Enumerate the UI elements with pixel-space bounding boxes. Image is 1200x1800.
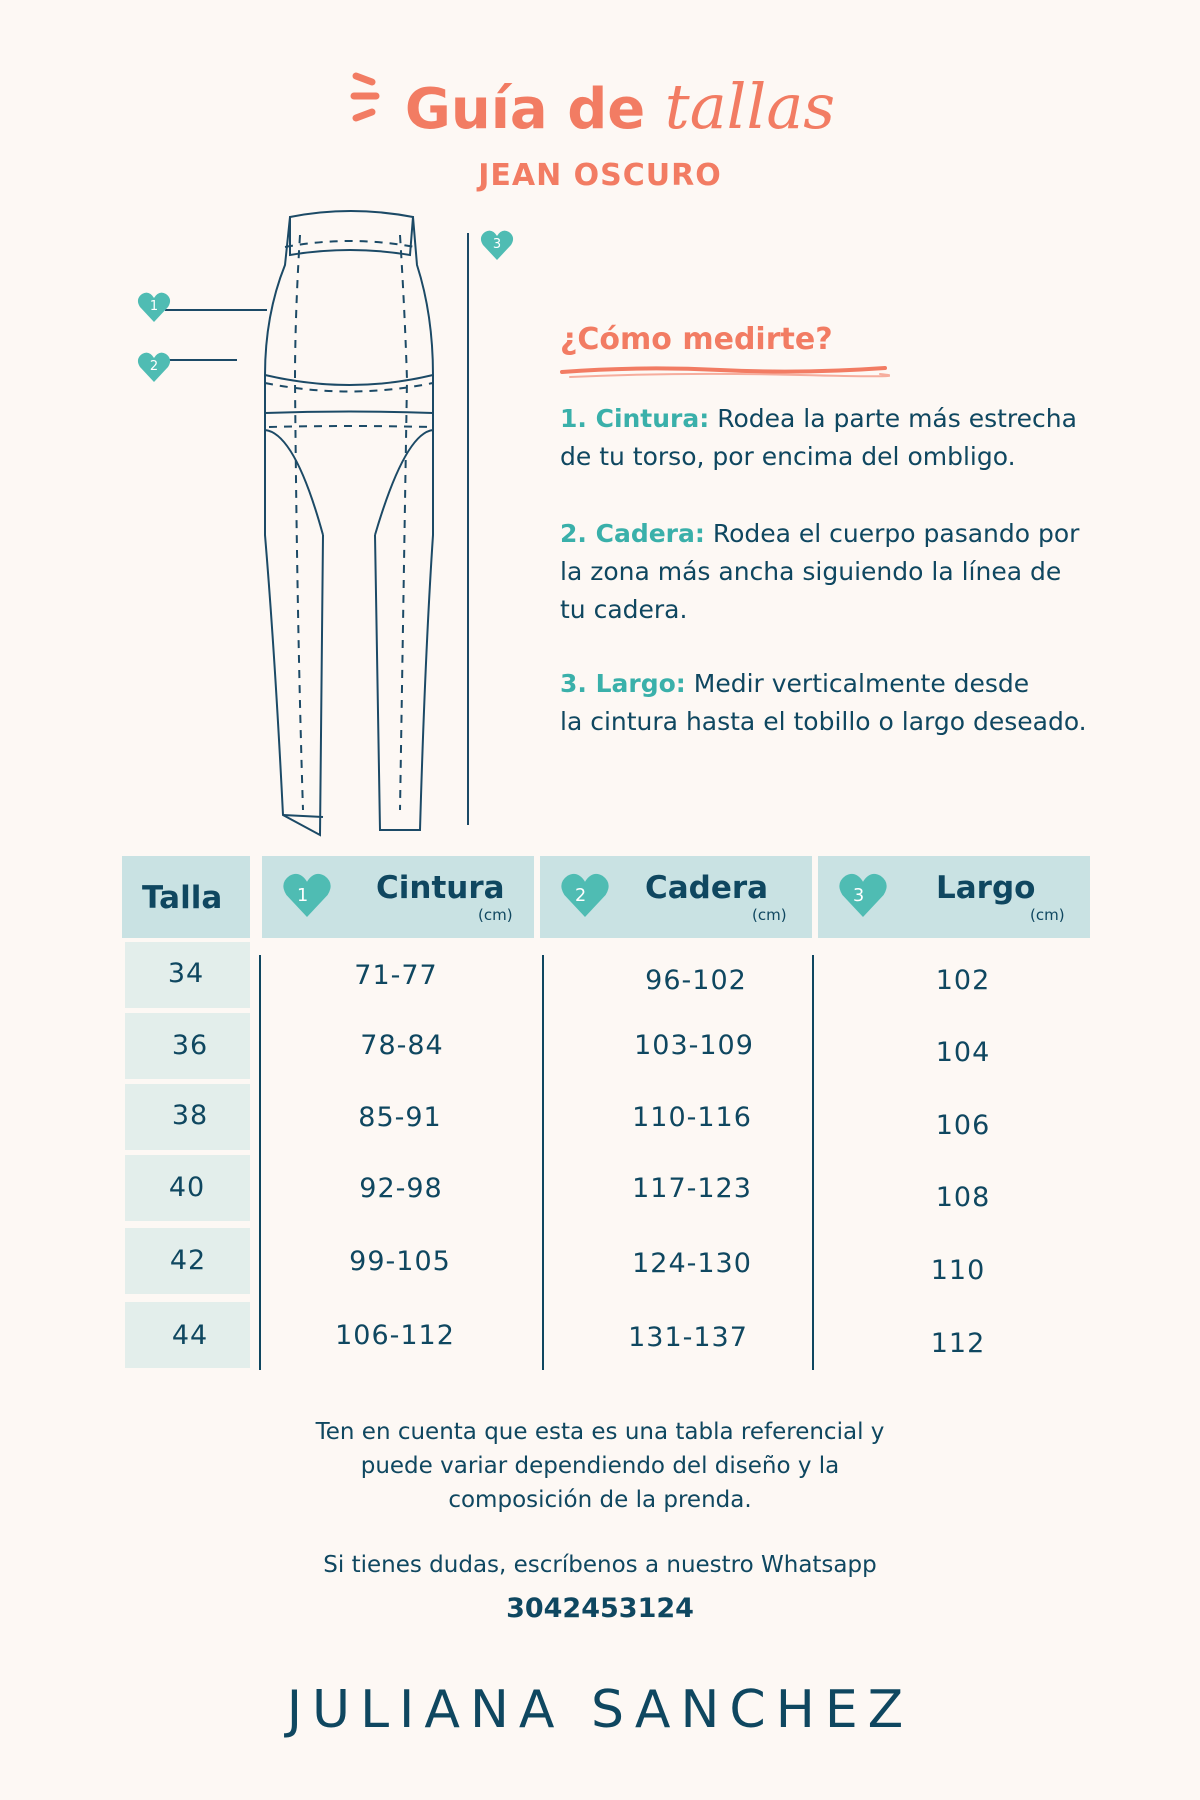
step-cadera-text-3: tu cadera. [560, 595, 688, 624]
cadera-value: 117-123 [632, 1173, 752, 1204]
header-cadera [540, 856, 812, 938]
header-cintura [262, 856, 534, 938]
header-cadera-unit: (cm) [752, 906, 787, 924]
talla-value: 36 [171, 1030, 209, 1061]
largo-value: 108 [935, 1182, 991, 1213]
title-part-b: tallas [664, 70, 836, 143]
cadera-value: 131-137 [628, 1322, 748, 1353]
largo-value: 102 [935, 965, 991, 996]
cadera-value: 124-130 [632, 1248, 752, 1279]
page-title [0, 70, 1200, 143]
step-cintura-label: 1. Cintura: [560, 404, 710, 433]
header-talla [122, 856, 250, 938]
header-largo-label: Largo [936, 870, 1036, 906]
talla-value: 42 [169, 1245, 207, 1276]
talla-value: 44 [171, 1320, 209, 1351]
column-divider-1 [259, 955, 261, 1370]
heart-marker-3-number: 3 [492, 237, 502, 252]
largo-value: 106 [935, 1110, 991, 1141]
heart-marker-3-icon [480, 228, 514, 262]
heading-underline-icon [560, 362, 890, 382]
talla-value: 34 [167, 958, 205, 989]
cintura-value: 78-84 [360, 1030, 444, 1061]
cintura-value: 99-105 [349, 1246, 451, 1277]
step-cadera [560, 515, 1160, 629]
largo-value: 110 [930, 1255, 986, 1286]
step-cadera-text-2: la zona más ancha siguiendo la línea de [560, 557, 1062, 586]
contact-text: Si tienes dudas, escríbenos a nuestro Whatsapp [323, 1552, 877, 1578]
pants-illustration [135, 205, 515, 845]
heart-marker-1-icon [137, 290, 171, 324]
cadera-value: 96-102 [645, 965, 747, 996]
header-largo-unit: (cm) [1030, 906, 1065, 924]
step-largo-text-2: la cintura hasta el tobillo o largo deseado. [560, 707, 1087, 736]
page-subtitle: JEAN OSCURO [478, 158, 722, 193]
heart-marker-1-number: 1 [149, 299, 159, 314]
heart-largo-icon [838, 870, 888, 920]
whatsapp-number[interactable]: 3042453124 [506, 1593, 694, 1624]
heart-largo-number: 3 [852, 885, 865, 906]
cintura-value: 106-112 [335, 1320, 455, 1351]
header-cintura-unit: (cm) [478, 906, 513, 924]
heart-cadera-number: 2 [574, 885, 587, 906]
cintura-value: 92-98 [359, 1173, 443, 1204]
talla-value: 38 [171, 1100, 209, 1131]
heart-marker-2-number: 2 [149, 359, 159, 374]
step-largo [560, 665, 1160, 741]
step-largo-label: 3. Largo: [560, 669, 686, 698]
disclaimer-note [0, 1415, 1200, 1517]
note-line-3: composición de la prenda. [448, 1487, 752, 1513]
heart-cintura-number: 1 [296, 885, 309, 906]
step-cadera-label: 2. Cadera: [560, 519, 705, 548]
heart-cadera-icon [560, 870, 610, 920]
heart-marker-2-icon [137, 350, 171, 384]
step-cintura-text-2: de tu torso, por encima del ombligo. [560, 442, 1016, 471]
largo-value: 104 [935, 1037, 991, 1068]
note-line-1: Ten en cuenta que esta es una tabla referencial y [315, 1419, 885, 1445]
header-cadera-label: Cadera [645, 870, 769, 906]
heart-cintura-icon [282, 870, 332, 920]
step-cintura [560, 400, 1160, 476]
header-cintura-label: Cintura [376, 870, 505, 906]
title-part-a: Guía de [404, 77, 646, 142]
brand-name: JULIANA SANCHEZ [286, 1680, 914, 1740]
step-cintura-text-1: Rodea la parte más estrecha [709, 404, 1077, 433]
step-cadera-text-1: Rodea el cuerpo pasando por [704, 519, 1080, 548]
cadera-value: 103-109 [634, 1030, 754, 1061]
cintura-value: 85-91 [358, 1102, 442, 1133]
column-divider-3 [812, 955, 814, 1370]
talla-value: 40 [168, 1172, 206, 1203]
largo-value: 112 [930, 1328, 986, 1359]
header-largo [818, 856, 1090, 938]
note-line-2: puede variar dependiendo del diseño y la [360, 1453, 840, 1479]
how-to-measure-heading: ¿Cómo medirte? [560, 322, 833, 357]
step-largo-text-1: Medir verticalmente desde [685, 669, 1030, 698]
cintura-value: 71-77 [354, 960, 438, 991]
column-divider-2 [542, 955, 544, 1370]
header-talla-label: Talla [142, 880, 223, 916]
cadera-value: 110-116 [632, 1102, 752, 1133]
